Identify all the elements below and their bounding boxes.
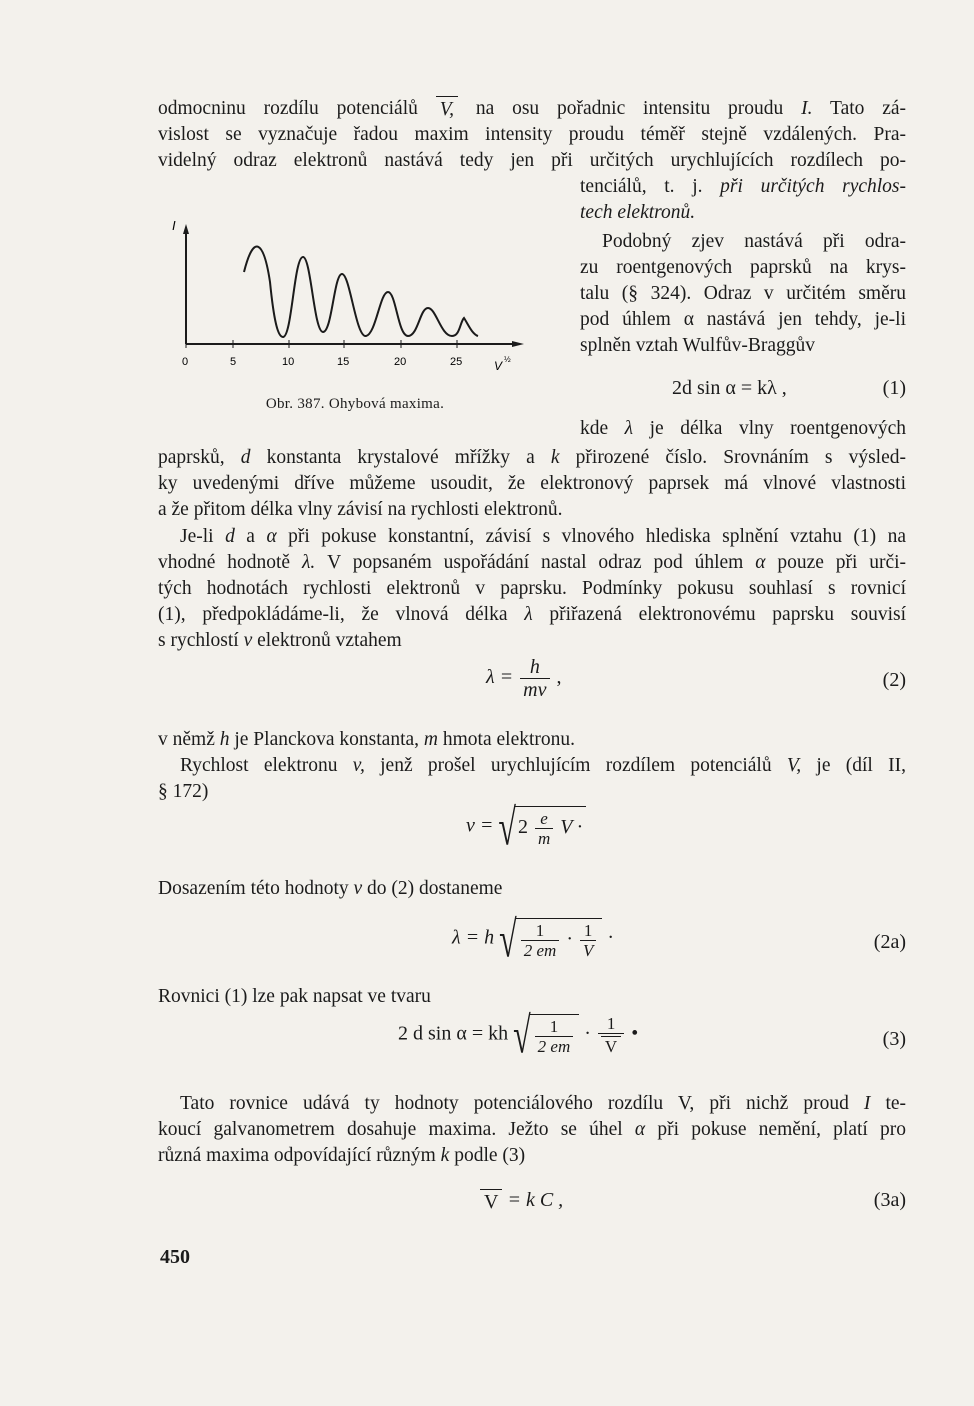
- equation-number: (1): [882, 377, 906, 399]
- y-axis-arrow: [183, 224, 189, 234]
- x-axis-label-exponent: ½: [504, 355, 511, 364]
- equation-1: 2d sin α = kλ ,: [672, 377, 787, 399]
- equation-number: (2): [882, 669, 906, 691]
- x-tick-label: 20: [394, 356, 407, 368]
- text-line: Je-li d a α při pokuse konstantní, závisí s vlnového hlediska splnění vztahu (1) na: [180, 526, 907, 547]
- text-line: a že přitom délka vlny závisí na rychlosti elektronů.: [158, 499, 563, 520]
- text-line: odmocninu rozdílu potenciálů V, na osu pořadnic intensitu proudu I. Tato zá-: [158, 96, 906, 123]
- x-tick-label: 25: [450, 356, 463, 368]
- equation-2: λ = $\frac{h}{mv}$ ,: [486, 656, 562, 701]
- text-line: videlný odraz elektronů nastává tedy jen při určitých urychlujících rozdílech po-: [158, 150, 906, 171]
- figure-caption: Obr. 387. Ohybová maxima.: [265, 396, 445, 412]
- text-line: paprsků, d konstanta krystalové mřížky a k přirozené číslo. Srovnáním s výsled-: [158, 447, 906, 468]
- x-tick-label: 10: [282, 356, 295, 368]
- text-line: Rychlost elektronu v, jenž prošel urychlujícím rozdílem potenciálů V, je (díl II,: [180, 755, 906, 776]
- text-line: tenciálů, t. j. při určitých rychlos-: [580, 176, 907, 197]
- text-line: ky uvedenými dříve můžeme usoudit, že elektronový paprsek má vlnové vlastnosti: [158, 473, 906, 494]
- text-line: splněn vztah Wulfův-Braggův: [580, 335, 815, 356]
- x-tick-label: 0: [182, 356, 189, 368]
- text-line: tých hodnotách rychlosti elektronů v paprsku. Podmínky pokusu souhlasí s rovnicí: [158, 578, 906, 599]
- text-line: kde λ je délka vlny roentgenových: [580, 418, 907, 439]
- x-tick-label: 15: [337, 356, 350, 368]
- text-line: zu roentgenových paprsků na krys-: [580, 257, 906, 278]
- x-tick-label: 5: [230, 356, 237, 368]
- equation-number: (3a): [873, 1189, 906, 1211]
- intensity-curve: [244, 247, 478, 337]
- x-axis-arrow: [512, 341, 524, 347]
- equation-velocity: v = √ 2 $\frac{e}{m}$ V ·: [466, 806, 586, 848]
- figure-diffraction-maxima: [160, 212, 540, 388]
- x-axis-label: V: [494, 359, 503, 373]
- text-line: Rovnici (1) lze pak napsat ve tvaru: [158, 986, 431, 1007]
- equation-3: 2 d sin α = kh √ $\frac{1}{2 em}$ · $\frac{1}{V}$ •: [398, 1006, 639, 1064]
- text-line: vhodné hodnotě λ. V popsaném uspořádání nastal odraz pod úhlem α pouze při urči-: [158, 552, 907, 573]
- text-line: vislost se vyznačuje řadou maxim intensity proudu téměř stejně vzdálených. Pra-: [158, 124, 906, 145]
- text-line: (1), předpokládáme-li, že vlnová délka λ přiřazená elektronovému paprsku souvisí: [158, 604, 906, 625]
- text-line: talu (§ 324). Odraz v určitém směru: [580, 283, 906, 304]
- y-axis-label: I: [172, 218, 176, 233]
- text-line: v němž h je Planckova konstanta, m hmota elektronu.: [158, 729, 576, 750]
- text-line: s rychlostí v elektronů vztahem: [158, 630, 402, 651]
- text-line: různá maxima odpovídající různým k podle (3): [158, 1145, 526, 1166]
- equation-2a: λ = h √ $\frac{1}{2 em}$ · $\frac{1}{V}$ ·: [452, 910, 615, 968]
- page-number: 450: [160, 1246, 190, 1268]
- text-line: tech elektronů.: [580, 202, 696, 223]
- text-line: Podobný zjev nastává při odra-: [602, 231, 906, 252]
- equation-number: (2a): [873, 931, 906, 953]
- text-line: § 172): [158, 781, 209, 802]
- text-line: pod úhlem α nastává jen tehdy, je-li: [580, 309, 906, 330]
- equation-3a: V = k C ,: [480, 1188, 563, 1214]
- text-line: koucí galvanometrem dosahuje maxima. Ježto se úhel α při pokuse nemění, platí pro: [158, 1119, 907, 1140]
- text-line: Dosazením této hodnoty v do (2) dostaneme: [158, 878, 503, 899]
- equation-number: (3): [882, 1028, 906, 1050]
- text-line: Tato rovnice udává ty hodnoty potenciálového rozdílu V, při nichž proud I te-: [180, 1093, 907, 1114]
